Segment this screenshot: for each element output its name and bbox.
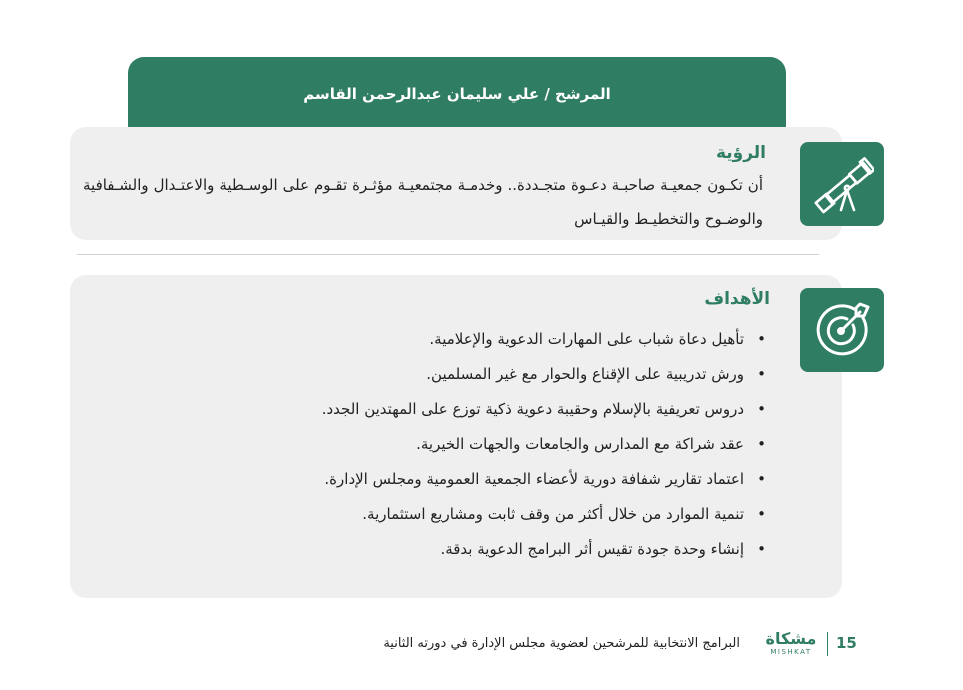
goal-item: • تنمية الموارد من خلال أكثر من وقف ثابت ومشاريع استثمارية. — [166, 497, 766, 532]
target-arrow-icon — [810, 298, 874, 362]
mishkat-logo — [762, 630, 820, 657]
goals-title: الأهداف — [704, 289, 770, 309]
logo-english-text: MISHKAT — [770, 648, 812, 656]
telescope-icon — [810, 152, 874, 216]
goal-item: • إنشاء وحدة جودة تقيس أثر البرامج الدعوية بدقة. — [166, 532, 766, 567]
goal-item: • ورش تدريبية على الإقناع والحوار مع غير المسلمين. — [166, 357, 766, 392]
vision-title: الرؤية — [715, 143, 766, 163]
goal-item: • عقد شراكة مع المدارس والجامعات والجهات الخيرية. — [166, 427, 766, 462]
vision-text: أن تكـون جمعيـة صاحبـة دعـوة متجـددة.. وخدمـة مجتمعيـة مؤثـرة تقـوم على الوسـطية والاعتـدال والشـفافية والوضـوح والتخطيـط والقيـاس — [83, 176, 763, 228]
goal-item: • تأهيل دعاة شباب على المهارات الدعوية والإعلامية. — [166, 322, 766, 357]
goals-icon-tile — [800, 288, 884, 372]
vision-icon-tile — [800, 142, 884, 226]
goal-item: • دروس تعريفية بالإسلام وحقيبة دعوية ذكية توزع على المهتدين الجدد. — [166, 392, 766, 427]
footer-divider — [827, 632, 828, 656]
logo-arabic-text: مشكاة — [765, 629, 817, 648]
candidate-name: المرشح / علي سليمان عبدالرحمن القاسم — [303, 85, 611, 103]
candidate-header-tab — [128, 57, 786, 137]
page-number: 15 — [836, 634, 857, 652]
goal-item: • اعتماد تقارير شفافة دورية لأعضاء الجمعية العمومية ومجلس الإدارة. — [166, 462, 766, 497]
section-divider — [77, 254, 819, 255]
footer-title: البرامج الانتخابية للمرشحين لعضوية مجلس الإدارة في دورته الثانية — [383, 636, 740, 651]
goals-list — [166, 322, 766, 567]
